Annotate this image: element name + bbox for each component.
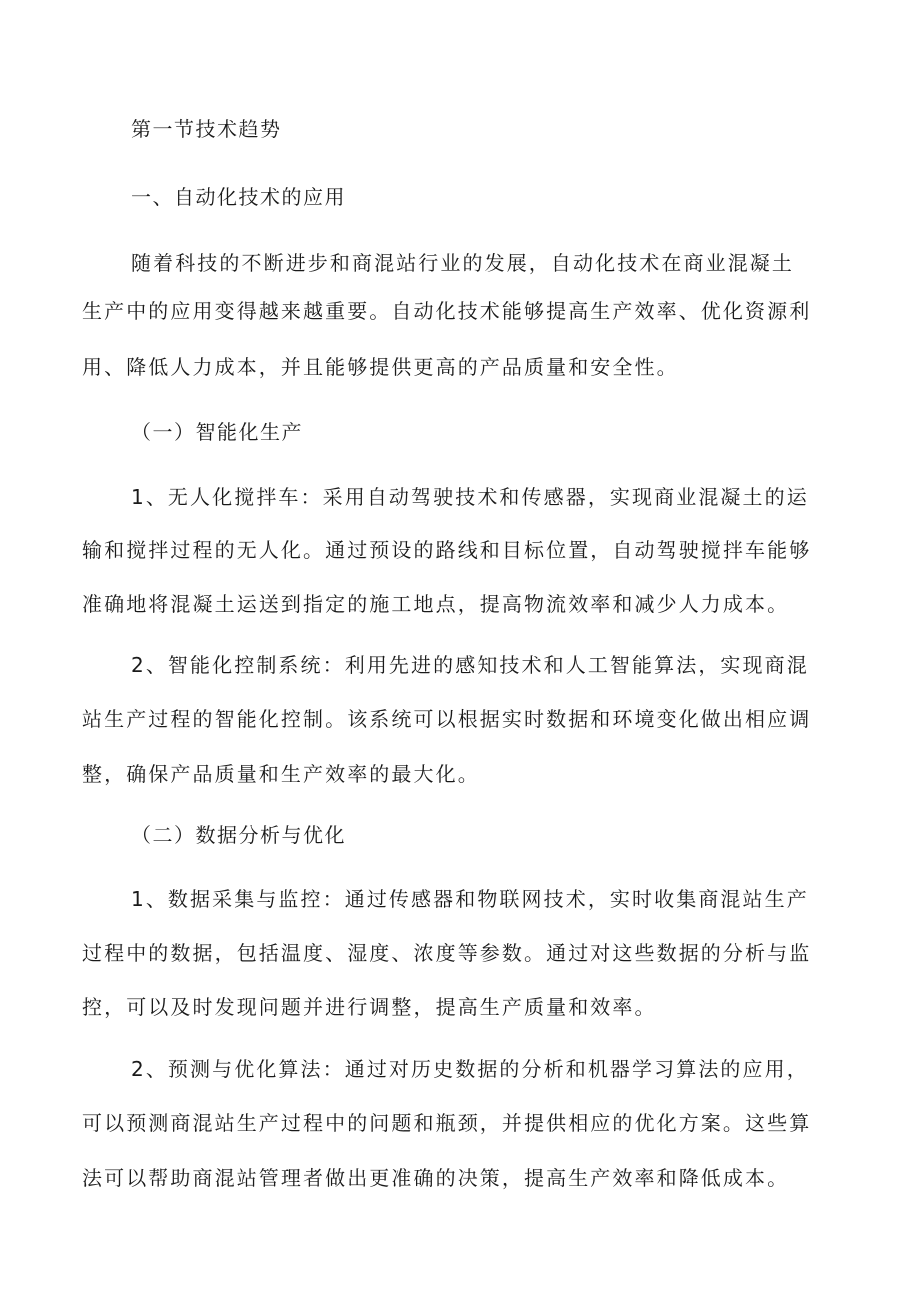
paragraph-line: 2、预测与优化算法：通过对历史数据的分析和机器学习算法的应用， bbox=[131, 1057, 809, 1081]
heading-automation-application: 一、自动化技术的应用 bbox=[131, 185, 346, 209]
paragraph-line: 法可以帮助商混站管理者做出更准确的决策，提高生产效率和降低成本。 bbox=[82, 1166, 790, 1190]
paragraph-line: 用、降低人力成本，并且能够提供更高的产品质量和安全性。 bbox=[82, 355, 679, 379]
paragraph-line: 1、无人化搅拌车：采用自动驾驶技术和传感器，实现商业混凝土的运 bbox=[131, 485, 809, 509]
paragraph-line: 可以预测商混站生产过程中的问题和瓶颈，并提供相应的优化方案。这些算 bbox=[82, 1111, 812, 1135]
paragraph-line: 1、数据采集与监控：通过传感器和物联网技术，实时收集商混站生产 bbox=[131, 887, 809, 911]
paragraph-line: 站生产过程的智能化控制。该系统可以根据实时数据和环境变化做出相应调 bbox=[82, 707, 812, 731]
subheading-data-analysis: （二）数据分析与优化 bbox=[131, 823, 346, 847]
paragraph-line: 过程中的数据，包括温度、湿度、浓度等参数。通过对这些数据的分析与监 bbox=[82, 941, 812, 965]
paragraph-line: 2、智能化控制系统：利用先进的感知技术和人工智能算法，实现商混 bbox=[131, 653, 809, 677]
subheading-smart-production: （一）智能化生产 bbox=[131, 420, 303, 444]
paragraph-line: 控，可以及时发现问题并进行调整，提高生产质量和效率。 bbox=[82, 995, 657, 1019]
paragraph-line: 输和搅拌过程的无人化。通过预设的路线和目标位置，自动驾驶搅拌车能够 bbox=[82, 538, 812, 562]
paragraph-line: 整，确保产品质量和生产效率的最大化。 bbox=[82, 762, 480, 786]
paragraph-line: 生产中的应用变得越来越重要。自动化技术能够提高生产效率、优化资源利 bbox=[82, 299, 812, 323]
paragraph-line: 准确地将混凝土运送到指定的施工地点，提高物流效率和减少人力成本。 bbox=[82, 592, 790, 616]
paragraph-line: 随着科技的不断进步和商混站行业的发展，自动化技术在商业混凝土 bbox=[131, 251, 794, 275]
section-title: 第一节技术趋势 bbox=[131, 117, 282, 141]
